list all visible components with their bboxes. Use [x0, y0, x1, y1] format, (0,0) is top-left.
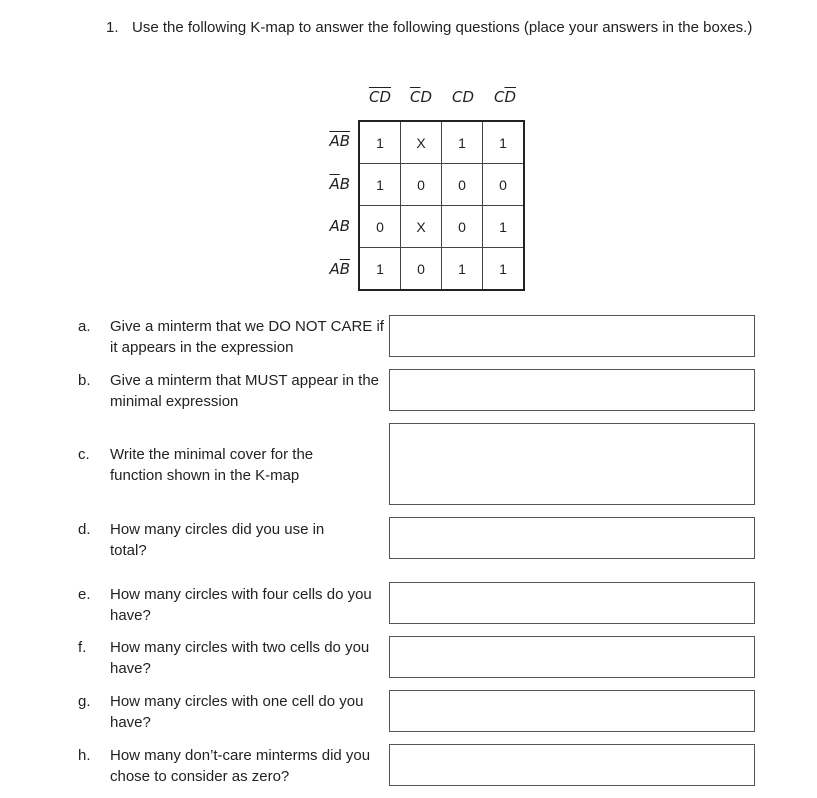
answer-box-h[interactable]	[389, 744, 755, 786]
kmap-row-header-2: $\overline{A}B$	[329, 175, 350, 193]
kmap-row-header-1: $\overline{A}\overline{B}$	[329, 132, 350, 150]
subquestion-label-f: f.	[78, 639, 87, 656]
kmap-col-header-1: $\overline{C}\overline{D}$	[368, 88, 392, 106]
subquestion-text-f: How many circles with two cells do you have?	[110, 639, 370, 677]
kmap-cell: 0	[483, 164, 525, 206]
kmap-cell: 0	[359, 206, 401, 248]
kmap-grid	[358, 120, 525, 291]
kmap-cell: 0	[442, 164, 483, 206]
question-text: Use the following K-map to answer the following questions (place your answers in the boxes.)	[132, 19, 753, 36]
answer-box-d[interactable]	[389, 517, 755, 559]
subquestion-text-e: How many circles with four cells do you have?	[110, 586, 372, 624]
answer-box-b[interactable]	[389, 369, 755, 411]
subquestion-text-g: How many circles with one cell do you have?	[110, 693, 364, 731]
kmap-row	[359, 121, 524, 164]
kmap-cell: X	[401, 206, 442, 248]
kmap-row	[359, 164, 524, 206]
subquestion-label-e: e.	[78, 586, 91, 603]
answer-box-e[interactable]	[389, 582, 755, 624]
kmap-col-header-3: CD	[451, 88, 475, 106]
question-number: 1.	[106, 19, 119, 36]
answer-box-g[interactable]	[389, 690, 755, 732]
subquestion-text-c: Write the minimal cover for the function shown in the K-map	[110, 446, 314, 484]
kmap-row	[359, 248, 524, 291]
subquestion-label-b: b.	[78, 372, 91, 389]
kmap-cell: 1	[442, 248, 483, 291]
subquestion-label-a: a.	[78, 318, 91, 335]
kmap-cell: 0	[401, 164, 442, 206]
kmap-cell: 1	[442, 121, 483, 164]
subquestion-text-h: How many don’t-care minterms did you chose to consider as zero?	[110, 747, 371, 785]
answer-box-a[interactable]	[389, 315, 755, 357]
subquestion-text-d: How many circles did you use in total?	[110, 521, 325, 559]
kmap-col-header-2: $\overline{C}D$	[409, 88, 433, 106]
subquestion-text-b: Give a minterm that MUST appear in the minimal expression	[110, 372, 380, 410]
subquestion-label-c: c.	[78, 446, 90, 463]
kmap-cell: 1	[483, 121, 525, 164]
kmap-cell: 1	[483, 206, 525, 248]
kmap-cell: 1	[359, 248, 401, 291]
kmap-cell: 1	[483, 248, 525, 291]
kmap-col-header-4: $C\overline{D}$	[493, 88, 517, 106]
answer-box-c[interactable]	[389, 423, 755, 505]
kmap-row	[359, 206, 524, 248]
kmap-cell: 0	[442, 206, 483, 248]
subquestion-text-a: Give a minterm that we DO NOT CARE if it appears in the expression	[110, 318, 384, 356]
kmap-row-header-4: $A\overline{B}$	[329, 260, 350, 278]
kmap-row-header-3: AB	[329, 217, 350, 235]
subquestion-label-d: d.	[78, 521, 91, 538]
subquestion-label-g: g.	[78, 693, 91, 710]
answer-box-f[interactable]	[389, 636, 755, 678]
kmap-cell: 1	[359, 164, 401, 206]
kmap-cell: 0	[401, 248, 442, 291]
kmap-cell: 1	[359, 121, 401, 164]
subquestion-label-h: h.	[78, 747, 91, 764]
kmap-cell: X	[401, 121, 442, 164]
